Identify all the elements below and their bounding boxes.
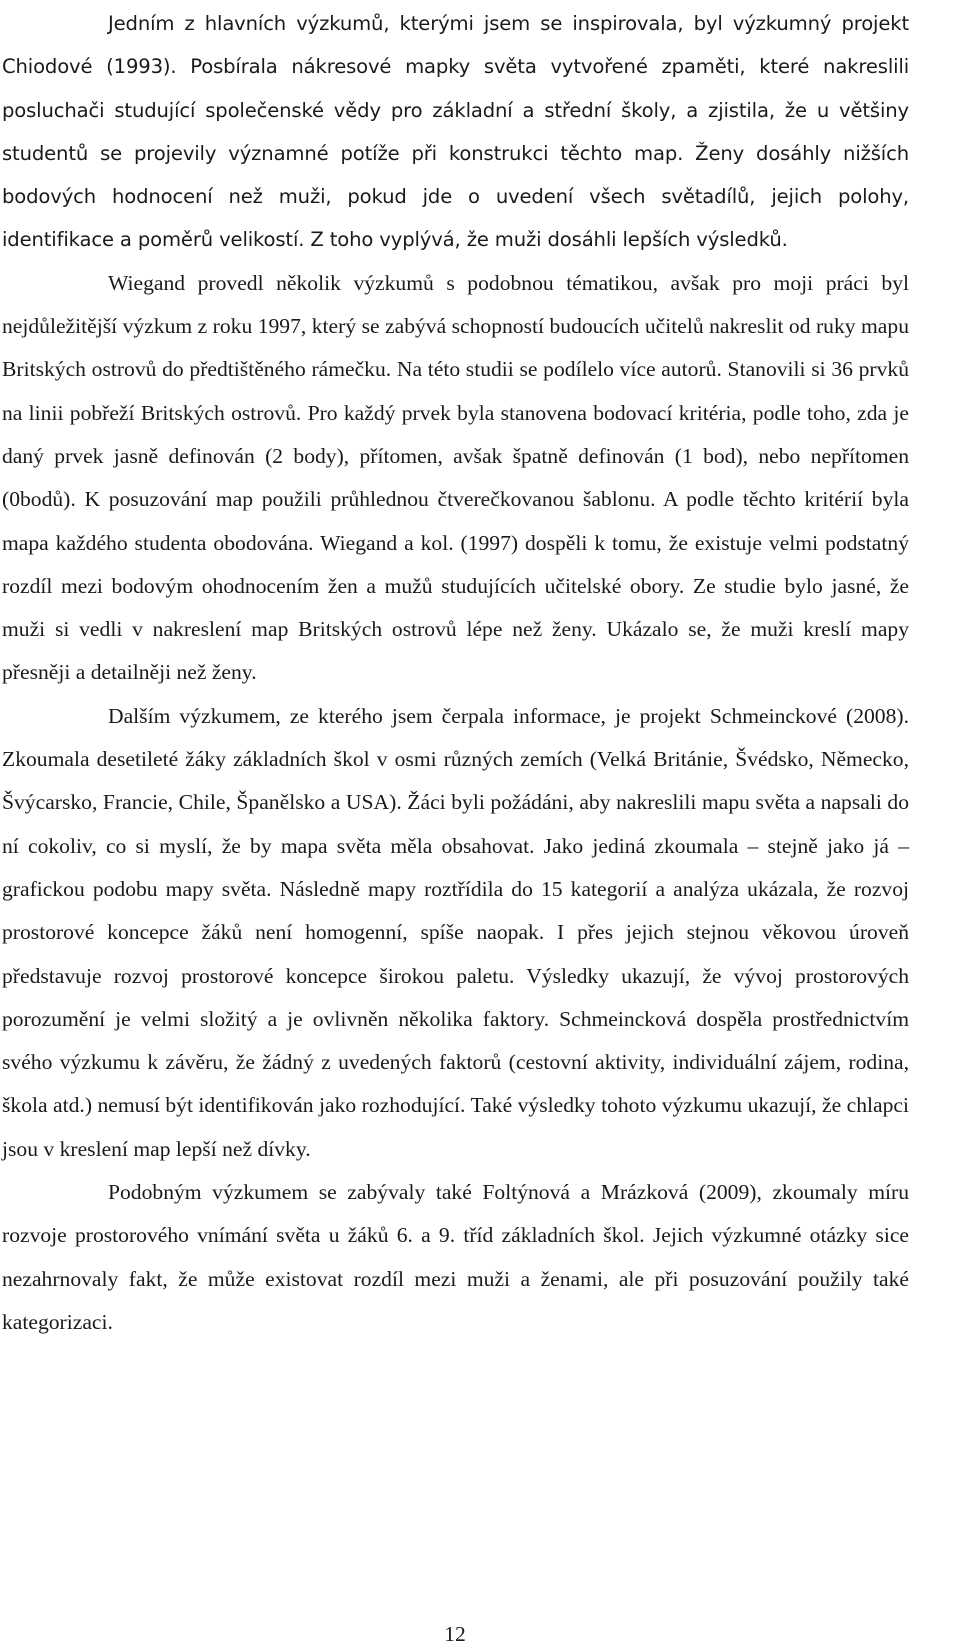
paragraph-foltynova: Podobným výzkumem se zabývaly také Foltýnová a Mrázková (2009), zkoumaly míru rozvoje prostorového vnímání světa u žáků 6. a 9. tříd základních škol. Jejich výzkumné otázky sice nezahrnovaly fakt, že může existovat rozdíl mezi muži a ženami, ale při posuzování použily také kategorizaci. [2, 1180, 909, 1334]
paragraph-schmeinck: Dalším výzkumem, ze kterého jsem čerpala informace, je projekt Schmeinckové (2008). Zkoumala desetileté žáky základních škol v osmi různých zemích (Velká Británie, Švédsko, Německo, Švýcarsko, Francie, Chile, Španělsko a USA). Žáci byli požádáni, aby nakreslili mapu světa a napsali do ní cokoliv, co si myslí, že by mapa světa měla obsahovat. Jako jediná zkoumala – stejně jako já – grafickou podobu mapy světa. Následně mapy roztřídila do 15 kategorií a analýza ukázala, že rozvoj prostorové koncepce žáků není homogenní, spíše naopak. I přes jejich stejnou věkovou úroveň představuje rozvoj prostorové koncepce širokou paletu. Výsledky ukazují, že vývoj prostorových porozumění je velmi složitý a je ovlivněn několika faktory. Schmeincková dospěla prostřednictvím svého výzkumu k závěru, že žádný z uvedených faktorů (cestovní aktivity, individuální zájem, rodina, škola atd.) nemusí být identifikován jako rozhodující. Také výsledky tohoto výzkumu ukazují, že chlapci jsou v kreslení map lepší než dívky. [2, 703, 909, 1161]
page-number: 12 [444, 1622, 466, 1646]
paragraph-wiegand: Wiegand provedl několik výzkumů s podobnou tématikou, avšak pro moji práci byl nejdůležitější výzkum z roku 1997, který se zabývá schopností budoucích učitelů nakreslit od ruky mapu Britských ostrovů do předtištěného rámečku. Na této studii se podílelo více autorů. Stanovili si 36 prvků na linii pobřeží Britských ostrovů. Pro každý prvek byla stanovena bodovací kritéria, podle toho, zda je daný prvek jasně definován (2 body), přítomen, avšak špatně definován (1 bod), nebo nepřítomen (0bodů). K posuzování map použili průhlednou čtverečkovanou šablonu. A podle těchto kritérií byla mapa každého studenta obodována. Wiegand a kol. (1997) dospěli k tomu, že existuje velmi podstatný rozdíl mezi bodovým ohodnocením žen a mužů studujících učitelské obory. Ze studie bylo jasné, že muži si vedli v nakreslení map Britských ostrovů lépe než ženy. Ukázalo se, že muži kreslí mapy přesněji a detailněji než ženy. [2, 270, 909, 685]
paragraph-chiodo: Jedním z hlavních výzkumů, kterými jsem se inspirovala, byl výzkumný projekt Chiodové (1993). Posbírala nákresové mapky světa vytvořené zpaměti, které nakreslili posluchači studující společenské vědy pro základní a střední školy, a zjistila, že u většiny studentů se projevily významné potíže při konstrukci těchto map. Ženy dosáhly nižších bodových hodnocení než muži, pokud jde o uvedení všech světadílů, jejich polohy, identifikace a poměrů velikostí. Z toho vyplývá, že muži dosáhli lepších výsledků. [2, 12, 909, 252]
body-text [2, 2, 909, 1344]
